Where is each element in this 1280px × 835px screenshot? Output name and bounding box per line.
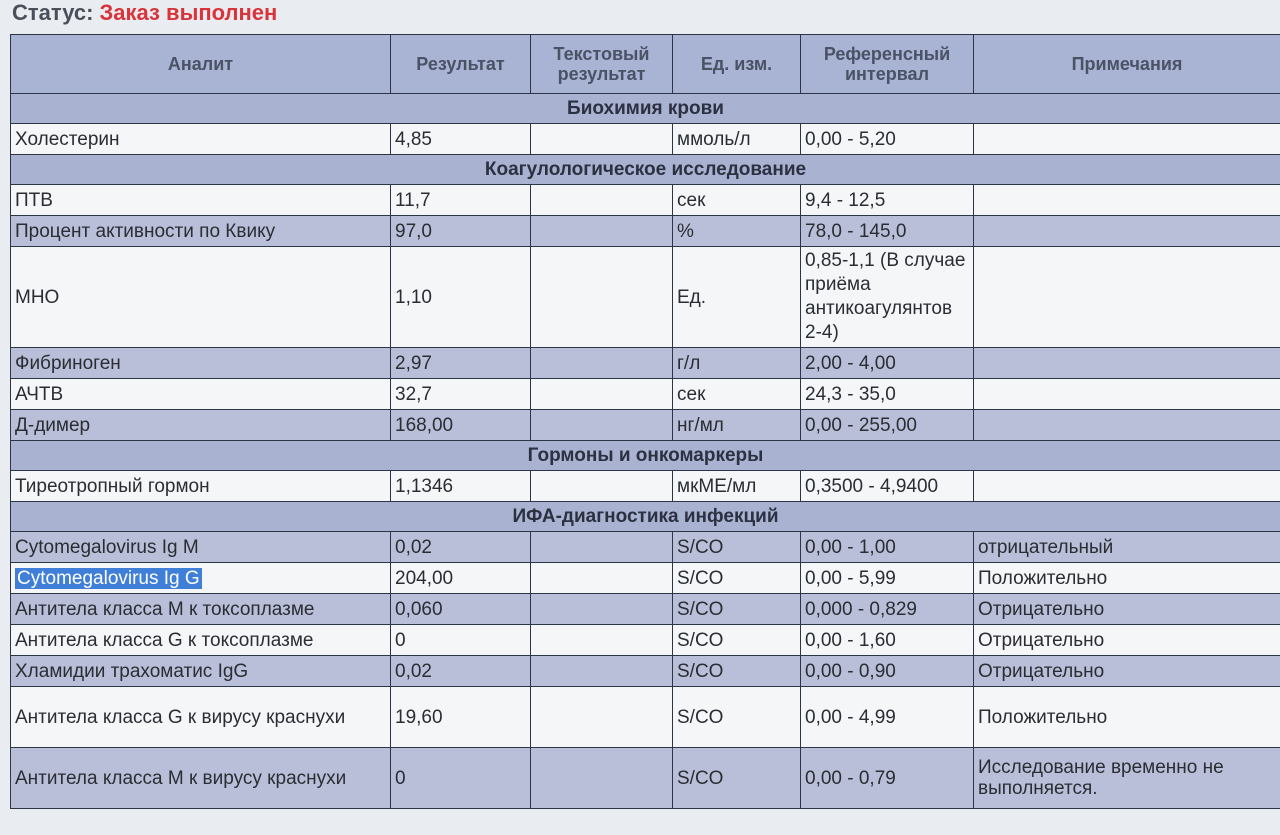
cell-unit: S/CO xyxy=(673,656,801,687)
cell-text-result xyxy=(531,216,673,247)
cell-analyte: Антитела класса G к токсоплазме xyxy=(11,625,391,656)
cell-result: 4,85 xyxy=(391,124,531,155)
cell-note: Отрицательно xyxy=(974,625,1280,656)
cell-result: 0,02 xyxy=(391,656,531,687)
cell-unit: Ед. xyxy=(673,247,801,348)
section-row xyxy=(11,502,1280,532)
cell-note: отрицательный xyxy=(974,532,1280,563)
table-row[interactable] xyxy=(11,625,1280,656)
cell-result: 1,1346 xyxy=(391,471,531,502)
cell-text-result xyxy=(531,124,673,155)
cell-analyte: Процент активности по Квику xyxy=(11,216,391,247)
cell-result: 0,02 xyxy=(391,532,531,563)
cell-unit: S/CO xyxy=(673,563,801,594)
cell-text-result xyxy=(531,532,673,563)
cell-analyte: Антитела класса М к вирусу краснухи xyxy=(11,748,391,809)
cell-note: Положительно xyxy=(974,687,1280,748)
table-row[interactable] xyxy=(11,379,1280,410)
section-title: ИФА-диагностика инфекций xyxy=(11,502,1280,532)
cell-note xyxy=(974,185,1280,216)
section-row xyxy=(11,441,1280,471)
cell-analyte: Антитела класса М к токсоплазме xyxy=(11,594,391,625)
cell-unit: % xyxy=(673,216,801,247)
cell-result: 1,10 xyxy=(391,247,531,348)
table-row[interactable] xyxy=(11,656,1280,687)
cell-analyte: Антитела класса G к вирусу краснухи xyxy=(11,687,391,748)
cell-analyte: МНО xyxy=(11,247,391,348)
cell-text-result xyxy=(531,185,673,216)
cell-analyte: Холестерин xyxy=(11,124,391,155)
cell-text-result xyxy=(531,687,673,748)
cell-reference: 0,00 - 4,99 xyxy=(801,687,974,748)
cell-result: 97,0 xyxy=(391,216,531,247)
col-header-unit[interactable]: Ед. изм. xyxy=(673,35,801,94)
cell-analyte: Фибриноген xyxy=(11,348,391,379)
cell-analyte: Cytomegalovirus Ig M xyxy=(11,532,391,563)
results-table xyxy=(10,34,1280,809)
cell-note: Отрицательно xyxy=(974,656,1280,687)
cell-reference: 0,00 - 255,00 xyxy=(801,410,974,441)
cell-analyte: ПТВ xyxy=(11,185,391,216)
cell-analyte: Хламидии трахоматис IgG xyxy=(11,656,391,687)
cell-reference: 0,3500 - 4,9400 xyxy=(801,471,974,502)
cell-result: 11,7 xyxy=(391,185,531,216)
cell-result: 0 xyxy=(391,748,531,809)
cell-unit: ммоль/л xyxy=(673,124,801,155)
cell-unit: S/CO xyxy=(673,687,801,748)
cell-text-result xyxy=(531,594,673,625)
cell-analyte: АЧТВ xyxy=(11,379,391,410)
table-row[interactable] xyxy=(11,216,1280,247)
cell-result: 168,00 xyxy=(391,410,531,441)
cell-unit: S/CO xyxy=(673,594,801,625)
col-header-result[interactable]: Результат xyxy=(391,35,531,94)
status-value: Заказ выполнен xyxy=(99,0,278,25)
table-row[interactable] xyxy=(11,594,1280,625)
cell-unit: сек xyxy=(673,185,801,216)
table-row[interactable] xyxy=(11,687,1280,748)
cell-reference: 9,4 - 12,5 xyxy=(801,185,974,216)
status-label: Статус: xyxy=(12,0,94,25)
table-header-row xyxy=(11,35,1280,94)
cell-unit: г/л xyxy=(673,348,801,379)
cell-unit: сек xyxy=(673,379,801,410)
section-title: Гормоны и онкомаркеры xyxy=(11,441,1280,471)
cell-note: Исследование временно не выполняется. xyxy=(974,748,1280,809)
cell-reference: 0,000 - 0,829 xyxy=(801,594,974,625)
cell-result: 0,060 xyxy=(391,594,531,625)
cell-note xyxy=(974,247,1280,348)
cell-note xyxy=(974,410,1280,441)
cell-reference: 0,85-1,1 (В случае приёма антикоагулянтов 2-4) xyxy=(801,247,974,348)
section-row xyxy=(11,155,1280,185)
cell-unit: нг/мл xyxy=(673,410,801,441)
table-row[interactable] xyxy=(11,124,1280,155)
table-row[interactable] xyxy=(11,563,1280,594)
section-row xyxy=(11,94,1280,124)
cell-reference: 78,0 - 145,0 xyxy=(801,216,974,247)
cell-analyte: Д-димер xyxy=(11,410,391,441)
table-row[interactable] xyxy=(11,748,1280,809)
cell-text-result xyxy=(531,379,673,410)
cell-text-result xyxy=(531,410,673,441)
table-row[interactable] xyxy=(11,247,1280,348)
cell-result: 19,60 xyxy=(391,687,531,748)
cell-note xyxy=(974,471,1280,502)
col-header-text-result[interactable]: Текстовый результат xyxy=(531,35,673,94)
col-header-notes[interactable]: Примечания xyxy=(974,35,1280,94)
cell-analyte[interactable] xyxy=(11,563,391,594)
cell-note xyxy=(974,216,1280,247)
table-row[interactable] xyxy=(11,532,1280,563)
cell-text-result xyxy=(531,656,673,687)
cell-analyte: Тиреотропный гормон xyxy=(11,471,391,502)
cell-note xyxy=(974,348,1280,379)
cell-note xyxy=(974,124,1280,155)
table-row[interactable] xyxy=(11,348,1280,379)
col-header-analyte[interactable]: Аналит xyxy=(11,35,391,94)
cell-unit: мкМЕ/мл xyxy=(673,471,801,502)
cell-result: 0 xyxy=(391,625,531,656)
cell-unit: S/CO xyxy=(673,532,801,563)
section-title: Биохимия крови xyxy=(11,94,1280,124)
cell-unit: S/CO xyxy=(673,748,801,809)
cell-reference: 0,00 - 0,90 xyxy=(801,656,974,687)
cell-reference: 24,3 - 35,0 xyxy=(801,379,974,410)
cell-reference: 0,00 - 1,00 xyxy=(801,532,974,563)
cell-reference: 0,00 - 5,99 xyxy=(801,563,974,594)
cell-reference: 0,00 - 5,20 xyxy=(801,124,974,155)
cell-result: 204,00 xyxy=(391,563,531,594)
cell-note xyxy=(974,379,1280,410)
cell-text-result xyxy=(531,748,673,809)
order-status xyxy=(12,0,277,28)
table-row[interactable] xyxy=(11,410,1280,441)
cell-text-result xyxy=(531,471,673,502)
cell-reference: 0,00 - 1,60 xyxy=(801,625,974,656)
cell-reference: 0,00 - 0,79 xyxy=(801,748,974,809)
cell-text-result xyxy=(531,563,673,594)
cell-text-result xyxy=(531,625,673,656)
cell-unit: S/CO xyxy=(673,625,801,656)
cell-reference: 2,00 - 4,00 xyxy=(801,348,974,379)
cell-note: Отрицательно xyxy=(974,594,1280,625)
section-title: Коагулологическое исследование xyxy=(11,155,1280,185)
cell-note: Положительно xyxy=(974,563,1280,594)
cell-text-result xyxy=(531,348,673,379)
cell-text-result xyxy=(531,247,673,348)
cell-result: 2,97 xyxy=(391,348,531,379)
table-row[interactable] xyxy=(11,185,1280,216)
table-row[interactable] xyxy=(11,471,1280,502)
col-header-reference[interactable]: Референсный интервал xyxy=(801,35,974,94)
selected-text[interactable]: Cytomegalovirus Ig G xyxy=(17,567,200,589)
cell-result: 32,7 xyxy=(391,379,531,410)
